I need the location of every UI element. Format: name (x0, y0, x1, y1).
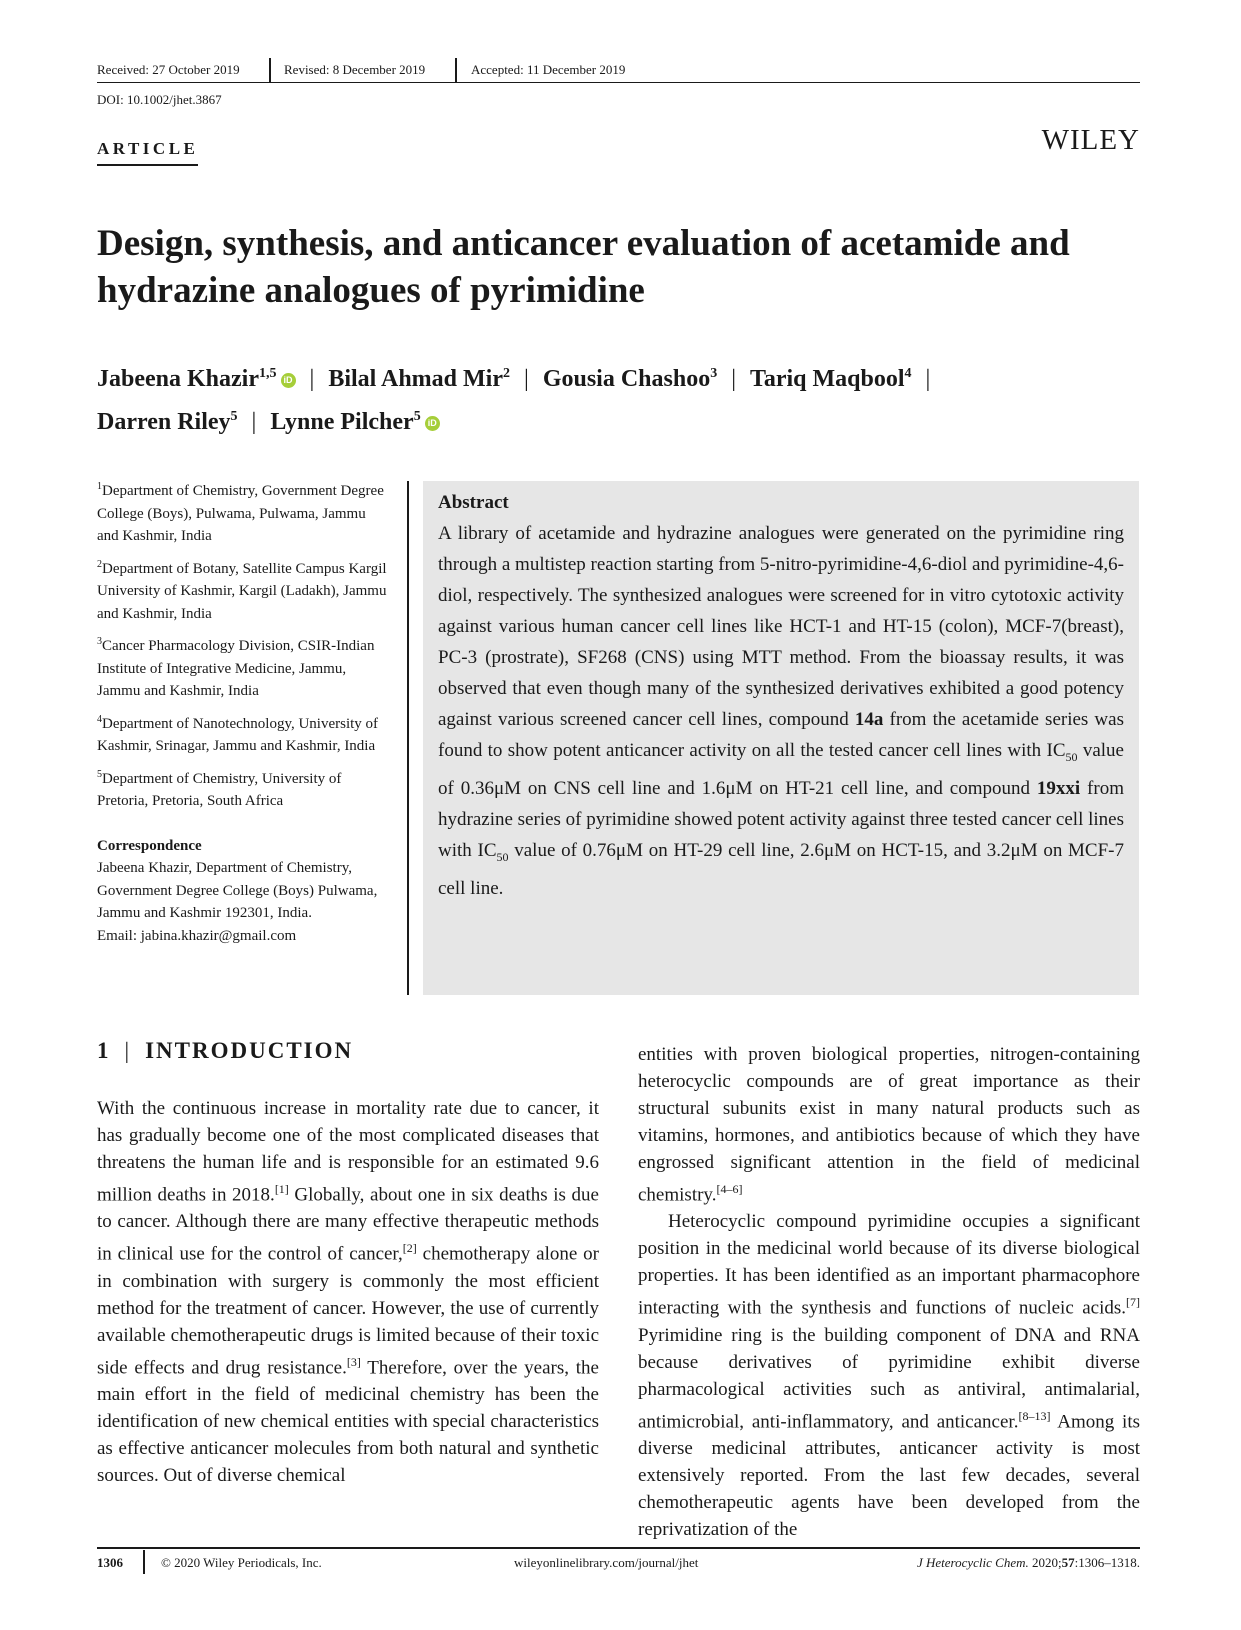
author: Darren Riley$^5$ (97, 409, 238, 435)
journal-url[interactable]: wileyonlinelibrary.com/journal/jhet (514, 1555, 699, 1570)
author: Bilal Ahmad Mir$^2$ (328, 366, 510, 392)
orcid-icon[interactable]: iD (281, 373, 296, 388)
affiliation: $^2$Department of Botany, Satellite Campus Kargil University of Kashmir, Kargil (Ladakh), Jammu and Kashmir, India (97, 558, 387, 622)
correspondence-heading: Correspondence (97, 837, 202, 854)
citation-link[interactable]: [2] (402, 1241, 417, 1256)
citation-link[interactable]: [7] (1126, 1295, 1140, 1310)
correspondence-address: Jabeena Khazir, Department of Chemistry, Government Degree College (Boys) Pulwama, Jammu and Kashmir 192301, India. (97, 860, 378, 921)
citation-link[interactable]: [3] (346, 1354, 361, 1369)
page-number: 1306 (97, 1555, 123, 1570)
orcid-icon[interactable]: iD (425, 416, 440, 431)
abstract-text: A library of acetamide and hydrazine analogues were generated on the pyrimidine ring through a multistep reaction starting from 5-nitro-pyrimidine-4,6-diol and pyrimidine-4,6-diol, respectively. The synthesized analogues were screened for in vitro cytotoxic activity against various human cancer cell lines like HCT-1 and HT-15 (colon), MCF-7(breast), PC-3 (prostrate), SF268 (CNS) using MTT method. From the bioassay results, it was observed that even though many of the synthesized derivatives exhibited a good potency against various screened cancer cell lines, compound 14a from the acetamide series was found to show potent anticancer activity on all the tested cancer cell lines with $IC_{50}$ value of 0.36μM on CNS cell line and 1.6μM on HT-21 cell line, and compound 19xxi from hydrazine series of pyrimidine showed potent activity against three tested cancer cell lines with $IC_{50}$ value of 0.76μM on HT-29 cell line, 2.6μM on HCT-15, and 3.2μM on MCF-7 cell line. (438, 523, 1125, 899)
paragraph: Heterocyclic compound pyrimidine occupies a significant position in the medicinal world because of its diverse biological properties. It has been identified as an important pharmacophore interacting with the synthesis and functions of nucleic acids.[7] Pyrimidine ring is the building component of DNA and RNA because derivatives of pyrimidine exhibit diverse pharmacological activities such as antiviral, antimalarial, antimicrobial, anti-inflammatory, and anticancer.[8–13] Among its diverse medicinal attributes, anticancer activity is most extensively reported. From the last few decades, several chemotherapeutic agents have been developed from the reprivatization of the (638, 1211, 1141, 1540)
copyright: © 2020 Wiley Periodicals, Inc. (161, 1555, 322, 1570)
abstract-box (423, 481, 1139, 995)
author: Jabeena Khazir$^{1,5}$ iD (97, 366, 296, 392)
section-heading: 1 | INTRODUCTION (97, 1038, 354, 1063)
paper-title: Design, synthesis, and anticancer evaluation of acetamide and hydrazine analogues of pyrimidine (97, 223, 1070, 311)
divider (143, 1550, 145, 1574)
column-divider (407, 481, 409, 995)
doi[interactable]: DOI: 10.1002/jhet.3867 (97, 92, 222, 107)
abstract-heading: Abstract (438, 492, 509, 513)
body-column-right (638, 1041, 1140, 1543)
body-column-left (97, 1095, 599, 1489)
divider (455, 58, 457, 82)
divider (269, 58, 271, 82)
journal-citation: J Heterocyclic Chem. 2020;57:1306–1318. (916, 1555, 1140, 1570)
revised-date: Revised: 8 December 2019 (284, 62, 426, 77)
dates-bar (97, 58, 1140, 83)
affiliation: $^1$Department of Chemistry, Government Degree College (Boys), Pulwama, Pulwama, Jammu and Kashmir, India (97, 481, 384, 544)
author: Tariq Maqbool$^4$ (750, 366, 912, 392)
correspondence-email[interactable]: Email: jabina.khazir@gmail.com (97, 927, 297, 944)
accepted-date: Accepted: 11 December 2019 (471, 62, 626, 77)
publisher-logo: WILEY (1041, 124, 1140, 156)
affiliations (97, 476, 387, 947)
article-type-label: ARTICLE (97, 139, 198, 166)
affiliation: $^3$Cancer Pharmacology Division, CSIR-Indian Institute of Integrative Medicine, Jammu, Jammu and Kashmir, India (97, 636, 375, 699)
citation-link[interactable]: [4–6] (716, 1182, 743, 1196)
author: Gousia Chashoo$^3$ (542, 366, 718, 392)
citation-link[interactable]: [8–13] (1018, 1408, 1051, 1423)
author-list: Jabeena Khazir$^{1,5}$ iD | Bilal Ahmad Mir$^2$ | Gousia Chashoo$^3$ | Tariq Maqbool$^4$ | Darren Riley$^5$ | Lynne Pilcher$^5$ iD (97, 366, 931, 435)
paragraph: With the continuous increase in mortality rate due to cancer, it has gradually become one of the most complicated diseases that threatens the human life and is responsible for an estimated 9.6 million deaths in 2018.[1] Globally, about one in six deaths is due to cancer. Although there are many effective therapeutic methods in clinical use for the control of cancer,[2] chemotherapy alone or in combination with surgery is commonly the most efficient method for the treatment of cancer. However, the use of currently available chemotherapeutic drugs is limited because of their toxic side effects and drug resistance.[3] Therefore, over the years, the main effort in the field of medicinal chemistry has been the identification of new chemical entities with special characteristics as effective anticancer molecules from both natural and synthetic sources. Out of diverse chemical (97, 1098, 599, 1486)
footer-rule (97, 1547, 1140, 1549)
citation-link[interactable]: [1] (274, 1182, 289, 1196)
affiliation: $^4$Department of Nanotechnology, University of Kashmir, Srinagar, Jammu and Kashmir, India (97, 713, 379, 754)
author: Lynne Pilcher$^5$ iD (270, 409, 439, 435)
received-date: Received: 27 October 2019 (97, 62, 240, 77)
paragraph: entities with proven biological properties, nitrogen-containing heterocyclic compounds are of great importance as their structural subunits exist in many natural products such as vitamins, hormones, and antibiotics because of which they have engrossed significant attention in the field of medicinal chemistry.[4–6] (638, 1044, 1140, 1206)
affiliation: $^5$Department of Chemistry, University of Pretoria, Pretoria, South Africa (97, 768, 342, 809)
